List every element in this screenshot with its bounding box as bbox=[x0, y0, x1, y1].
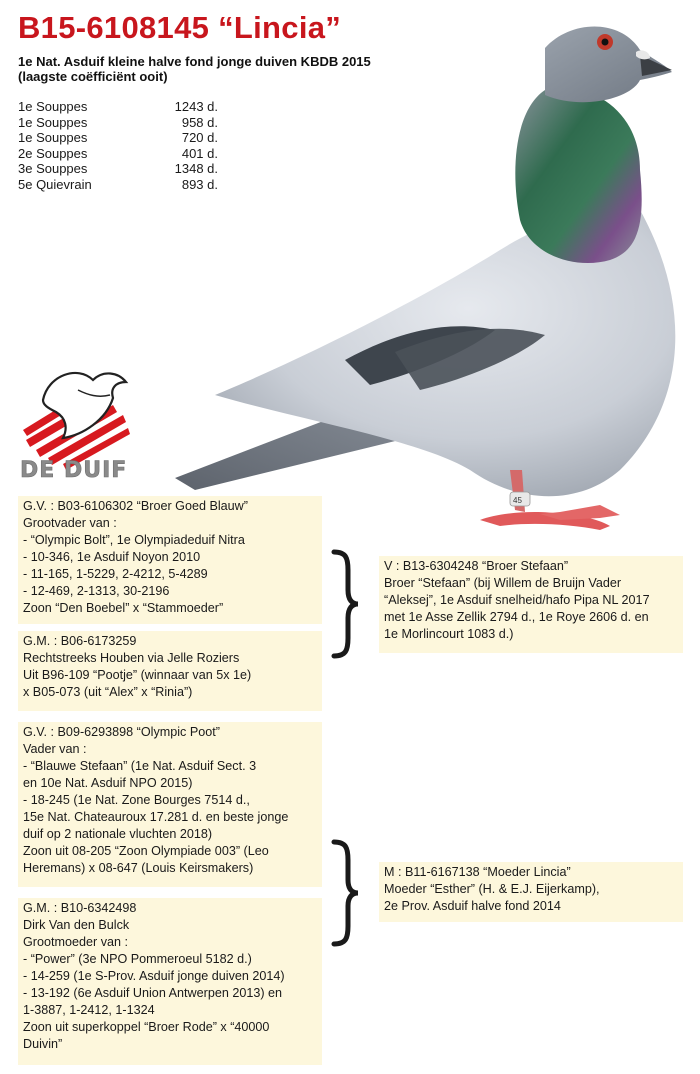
result-distance: 1348 d. bbox=[174, 161, 218, 177]
pedigree-line: V : B13-6304248 “Broer Stefaan” bbox=[384, 559, 569, 573]
result-place: 5e Quievrain bbox=[18, 176, 92, 192]
subtitle-line: 1e Nat. Asduif kleine halve fond jonge duiven KBDB 2015 bbox=[18, 54, 371, 69]
pedigree-line: 1-3887, 1-2412, 1-1324 bbox=[23, 1003, 155, 1017]
pedigree-line: G.M. : B06-6173259 bbox=[23, 634, 137, 648]
pedigree-line: Vader van : bbox=[23, 742, 87, 756]
pigeon-photo bbox=[150, 0, 700, 545]
father-box bbox=[379, 556, 683, 653]
pedigree-line: - 14-259 (1e S-Prov. Asduif jonge duiven 2014) bbox=[23, 969, 285, 983]
result-distance: 958 d. bbox=[181, 114, 218, 130]
pedigree-line: - “Olympic Bolt”, 1e Olympiadeduif Nitra bbox=[23, 533, 245, 547]
result-distance: 720 d. bbox=[181, 130, 218, 146]
pedigree-line: Dirk Van den Bulck bbox=[23, 918, 130, 932]
pedigree-line: M : B11-6167138 “Moeder Lincia” bbox=[384, 865, 571, 879]
pedigree-line: Heremans) x 08-647 (Louis Keirsmakers) bbox=[23, 861, 254, 875]
result-place: 1e Souppes bbox=[18, 99, 88, 114]
pedigree-line: Zoon “Den Boebel” x “Stammoeder” bbox=[23, 601, 224, 615]
pedigree-line: en 10e Nat. Asduif NPO 2015) bbox=[23, 776, 193, 790]
pedigree-line: Broer “Stefaan” (bij Willem de Bruijn Vader bbox=[384, 576, 622, 590]
result-place: 3e Souppes bbox=[18, 161, 88, 177]
pedigree-line: - “Blauwe Stefaan” (1e Nat. Asduif Sect. 3 bbox=[23, 759, 257, 773]
result-distance: 893 d. bbox=[181, 176, 218, 192]
pedigree-line: - 13-192 (6e Asduif Union Antwerpen 2013) en bbox=[23, 986, 283, 1000]
grandmother-maternal-box bbox=[18, 898, 322, 1065]
pedigree-line: “Aleksej”, 1e Asduif snelheid/hafo Pipa NL 2017 bbox=[384, 593, 650, 607]
pedigree-line: 15e Nat. Chateauroux 17.281 d. en beste jonge bbox=[23, 810, 289, 824]
subtitle-line: (laagste coëfficiënt ooit) bbox=[18, 69, 168, 84]
brace-icon bbox=[330, 548, 362, 660]
pigeon-title: B15-6108145 “Lincia” bbox=[18, 10, 342, 45]
pedigree-line: 1e Morlincourt 1083 d.) bbox=[384, 627, 514, 641]
pedigree-line: Duivin” bbox=[23, 1037, 63, 1051]
pedigree-line: duif op 2 nationale vluchten 2018) bbox=[23, 827, 213, 841]
result-distance: 1243 d. bbox=[174, 99, 218, 114]
pedigree-line: - 11-165, 1-5229, 2-4212, 5-4289 bbox=[23, 567, 208, 581]
pedigree-line: Grootvader van : bbox=[23, 516, 117, 530]
mother-box bbox=[379, 862, 683, 922]
pedigree-line: Grootmoeder van : bbox=[23, 935, 128, 949]
result-distance: 401 d. bbox=[181, 145, 218, 161]
grandfather-paternal-box bbox=[18, 496, 322, 624]
result-place: 1e Souppes bbox=[18, 130, 88, 146]
pedigree-line: - 10-346, 1e Asduif Noyon 2010 bbox=[23, 550, 201, 564]
leg-ring-number: 45 bbox=[513, 496, 522, 505]
pedigree-line: Zoon uit superkoppel “Broer Rode” x “40000 bbox=[23, 1020, 270, 1034]
pedigree-line: x B05-073 (uit “Alex” x “Rinia”) bbox=[23, 685, 193, 699]
grandmother-paternal-box bbox=[18, 631, 322, 711]
pedigree-line: G.M. : B10-6342498 bbox=[23, 901, 137, 915]
pedigree-line: - “Power” (3e NPO Pommeroeul 5182 d.) bbox=[23, 952, 252, 966]
result-place: 2e Souppes bbox=[18, 145, 88, 161]
result-place: 1e Souppes bbox=[18, 114, 88, 130]
pedigree-line: Moeder “Esther” (H. & E.J. Eijerkamp), bbox=[384, 882, 600, 896]
pedigree-line: Rechtstreeks Houben via Jelle Roziers bbox=[23, 651, 240, 665]
pedigree-line: Zoon uit 08-205 “Zoon Olympiade 003” (Leo bbox=[23, 844, 269, 858]
logo-text: DE DUIF bbox=[20, 458, 128, 483]
pedigree-line: G.V. : B09-6293898 “Olympic Poot” bbox=[23, 725, 220, 739]
pedigree-line: - 12-469, 2-1313, 30-2196 bbox=[23, 584, 170, 598]
pedigree-line: Uit B96-109 “Pootje” (winnaar van 5x 1e) bbox=[23, 668, 252, 682]
pedigree-line: 2e Prov. Asduif halve fond 2014 bbox=[384, 899, 561, 913]
pedigree-line: - 18-245 (1e Nat. Zone Bourges 7514 d., bbox=[23, 793, 250, 807]
grandfather-maternal-box bbox=[18, 722, 322, 887]
brace-icon bbox=[330, 838, 362, 948]
pedigree-line: G.V. : B03-6106302 “Broer Goed Blauw” bbox=[23, 499, 248, 513]
pedigree-line: met 1e Asse Zellik 2794 d., 1e Roye 2606 d. en bbox=[384, 610, 649, 624]
